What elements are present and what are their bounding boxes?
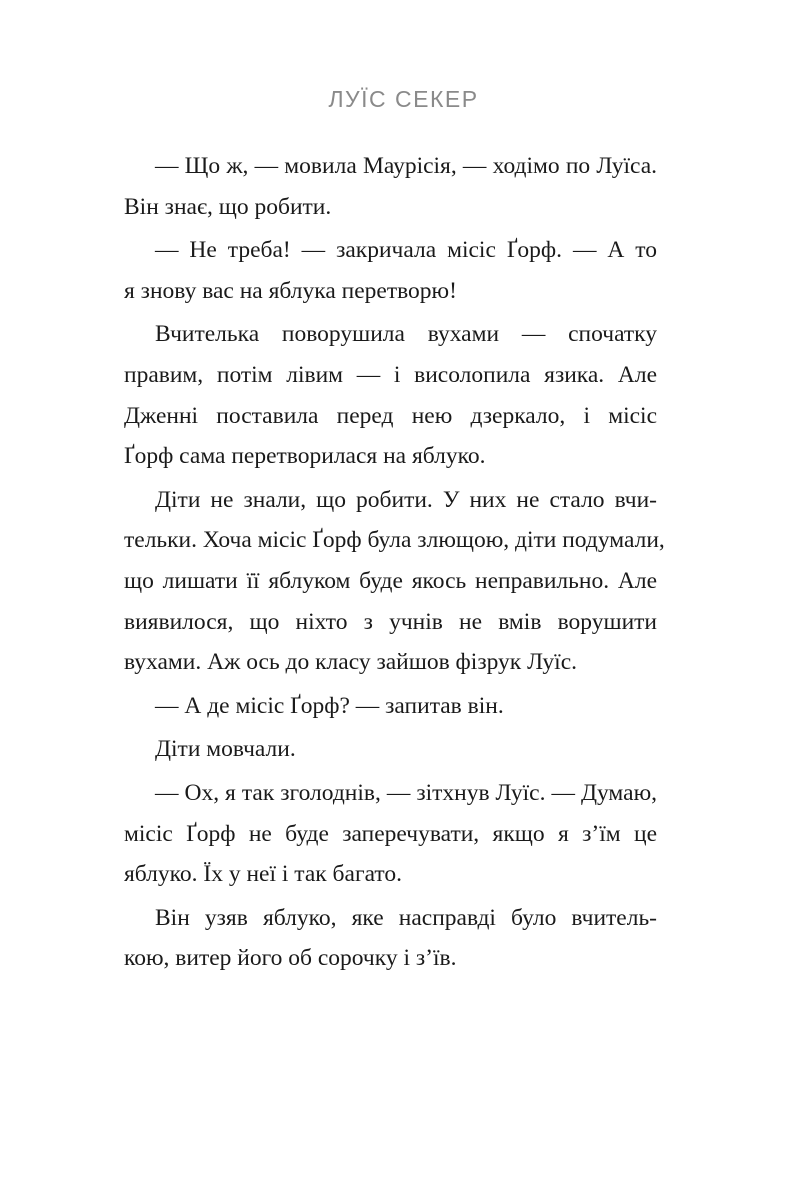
body-text bbox=[124, 146, 665, 979]
text-line: виявилося, що ніхто з учнів не вмів ворушити bbox=[124, 608, 657, 635]
text-line: яблуко. Їх у неї і так багато. bbox=[124, 861, 402, 888]
text-line: Діти мовчали. bbox=[155, 736, 296, 763]
paragraph bbox=[124, 146, 657, 227]
text-line: я знову вас на яблука перетворю! bbox=[124, 277, 457, 304]
paragraph bbox=[124, 480, 665, 683]
text-line: місіс Ґорф не буде заперечувати, якщо я з’їм це bbox=[124, 820, 657, 847]
running-head: ЛУЇС СЕКЕР bbox=[328, 86, 479, 112]
paragraph bbox=[155, 686, 657, 727]
paragraph bbox=[124, 773, 657, 895]
text-line: правим, потім лівим — і висолопила язика. Але bbox=[124, 361, 657, 388]
paragraph bbox=[124, 230, 657, 311]
text-line: Він знає, що робити. bbox=[124, 193, 332, 220]
text-line: Він узяв яблуко, яке насправді було вчитель- bbox=[155, 904, 657, 931]
text-line: Ґорф сама перетворилася на яблуко. bbox=[124, 443, 486, 470]
paragraph bbox=[124, 898, 657, 979]
text-line: — Що ж, — мовила Маурісія, — ходімо по Луїса. bbox=[155, 153, 657, 179]
text-line: — Не треба! — закричала місіс Ґорф. — А то bbox=[155, 237, 657, 264]
paragraph bbox=[124, 314, 657, 476]
text-line: Вчителька поворушила вухами — спочатку bbox=[155, 321, 657, 348]
text-line: тельки. Хоча місіс Ґорф була злющою, діти подумали, bbox=[124, 527, 665, 554]
text-line: — А де місіс Ґорф? — запитав він. bbox=[155, 692, 504, 719]
text-line: вухами. Аж ось до класу зайшов фізрук Луїс. bbox=[124, 649, 578, 676]
text-line: що лишати її яблуком буде якось неправильно. Але bbox=[124, 567, 657, 594]
text-line: кою, витер його об сорочку і з’їв. bbox=[124, 945, 457, 972]
paragraph bbox=[155, 729, 657, 770]
text-line: — Ох, я так зголоднів, — зітхнув Луїс. — Думаю, bbox=[155, 779, 657, 806]
text-line: Діти не знали, що робити. У них не стало вчи- bbox=[155, 486, 657, 513]
text-line: Дженні поставила перед нею дзеркало, і місіс bbox=[124, 402, 657, 429]
